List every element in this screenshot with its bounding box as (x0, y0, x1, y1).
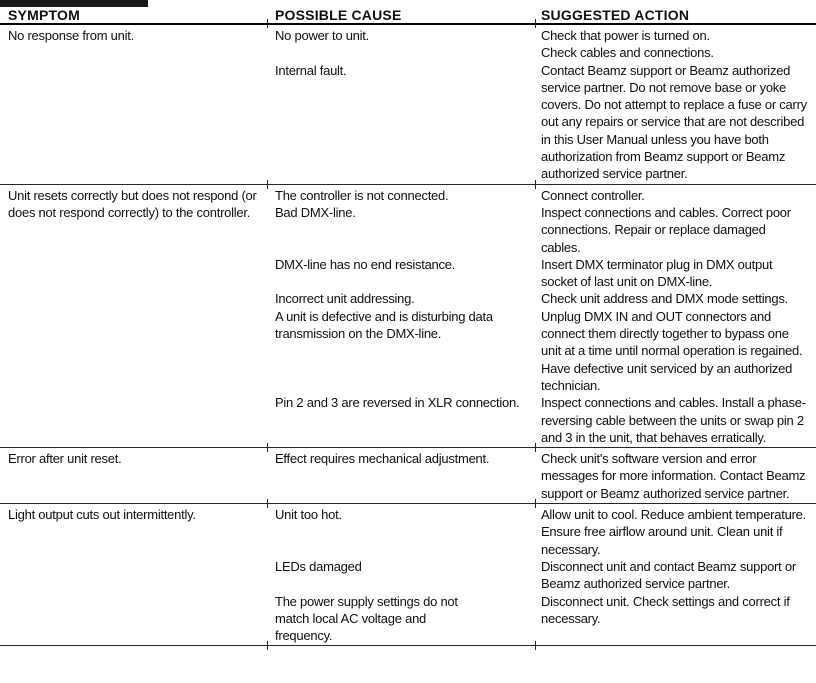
action-line: Check that power is turned on. (541, 28, 710, 43)
action-cell (535, 394, 816, 446)
row-divider-line (0, 447, 816, 448)
action-cell (535, 27, 816, 62)
action-cell (535, 290, 816, 307)
table-row-error-after-reset (0, 448, 816, 503)
action-line: Insert DMX terminator plug in DMX output socket of last unit on DMX-line. (541, 256, 773, 290)
action-line: Disconnect unit and contact Beamz support or Beamz authorized service partner. (541, 558, 796, 592)
action-line: Connect controller. (541, 187, 645, 203)
cause-action-pairs (267, 27, 816, 183)
top-left-bar (0, 0, 148, 7)
table-header-row (0, 7, 816, 23)
cause-cell: Bad DMX-line. (275, 204, 356, 220)
cause-cell: Unit too hot. (275, 507, 342, 523)
cause-cell: Pin 2 and 3 are reversed in XLR connection. (275, 395, 520, 411)
action-line: Inspect connections and cables. Install a phase-reversing cable between the units or swap pin 2 and 3 in the unit, that behaves erratically. (541, 395, 806, 445)
cause-cell: Effect requires mechanical adjustment. (275, 451, 490, 467)
cause-action-pair (267, 506, 816, 558)
action-cell (535, 558, 816, 593)
table-bottom-line (0, 645, 816, 646)
cause-action-pair (267, 593, 816, 645)
table-row-light-output (0, 504, 816, 645)
action-line: Contact Beamz support or Beamz authorized service partner. Do not remove base or yoke covers. Do not attempt to replace a fuse or carry out any repairs or service that are not described in this User Manual unless you have both authorization from Beamz support or Beamz authorized service partner. (541, 62, 807, 182)
action-cell (535, 62, 816, 183)
row-divider-line (0, 503, 816, 504)
column-header-suggested-action: SUGGESTED ACTION (541, 7, 690, 23)
column-header-symptom: SYMPTOM (8, 7, 80, 23)
symptom-cell: Error after unit reset. (8, 451, 122, 467)
symptom-cell: Light output cuts out intermittently. (8, 507, 196, 523)
action-cell (535, 204, 816, 256)
cause-cell: Incorrect unit addressing. (275, 291, 415, 307)
action-cell (535, 256, 816, 291)
cause-cell: No power to unit. (275, 28, 370, 43)
action-line: Disconnect unit. Check settings and correct if necessary. (541, 593, 790, 626)
cause-action-pair (267, 450, 816, 502)
cause-cell: DMX-line has no end resistance. (275, 256, 456, 272)
cause-action-pair (267, 558, 816, 593)
cause-cell: Internal fault. (275, 62, 347, 78)
cause-cell: A unit is defective and is disturbing data transmission on the DMX-line. (275, 308, 493, 342)
cause-action-pairs (267, 450, 816, 502)
action-cell (535, 593, 816, 645)
action-line: Check unit's software version and error messages for more information. Contact Beamz support or Beamz authorized service partner. (541, 451, 806, 501)
symptom-cell: Unit resets correctly but does not respond (or does not respond correctly) to the controller. (8, 187, 257, 220)
cause-action-pairs (267, 506, 816, 644)
cause-cell: The controller is not connected. (275, 187, 449, 203)
cause-action-pair (267, 308, 816, 394)
cause-action-pair (267, 256, 816, 291)
table-row-unit-resets (0, 185, 816, 447)
cause-action-pair (267, 27, 816, 62)
cause-action-pairs (267, 187, 816, 446)
cause-cell: The power supply settings do not match local AC voltage and frequency. (275, 593, 458, 644)
cause-action-pair (267, 290, 816, 307)
action-cell (535, 450, 816, 502)
action-line: Unplug DMX IN and OUT connectors and connect them directly together to bypass one unit at a time until normal operation is regained. Have defective unit serviced by an authorized technician. (541, 308, 803, 393)
cause-action-pair (267, 62, 816, 183)
action-line: Inspect connections and cables. Correct poor connections. Repair or replace damaged cables. (541, 204, 791, 255)
symptom-cell: No response from unit. (8, 28, 135, 43)
action-line: Check cables and connections. (541, 45, 714, 61)
action-cell (535, 308, 816, 394)
table-row-no-response (0, 25, 816, 184)
header-divider-line (0, 23, 816, 25)
cause-cell: LEDs damaged (275, 558, 362, 574)
action-line: Allow unit to cool. Reduce ambient temperature. Ensure free airflow around unit. Clean unit if necessary. (541, 507, 807, 557)
action-cell (535, 506, 816, 558)
action-line: Check unit address and DMX mode settings. (541, 291, 788, 307)
cause-action-pair (267, 204, 816, 256)
action-cell (535, 187, 816, 204)
column-header-possible-cause: POSSIBLE CAUSE (275, 7, 402, 23)
row-divider-line (0, 184, 816, 185)
cause-action-pair (267, 394, 816, 446)
cause-action-pair (267, 187, 816, 204)
